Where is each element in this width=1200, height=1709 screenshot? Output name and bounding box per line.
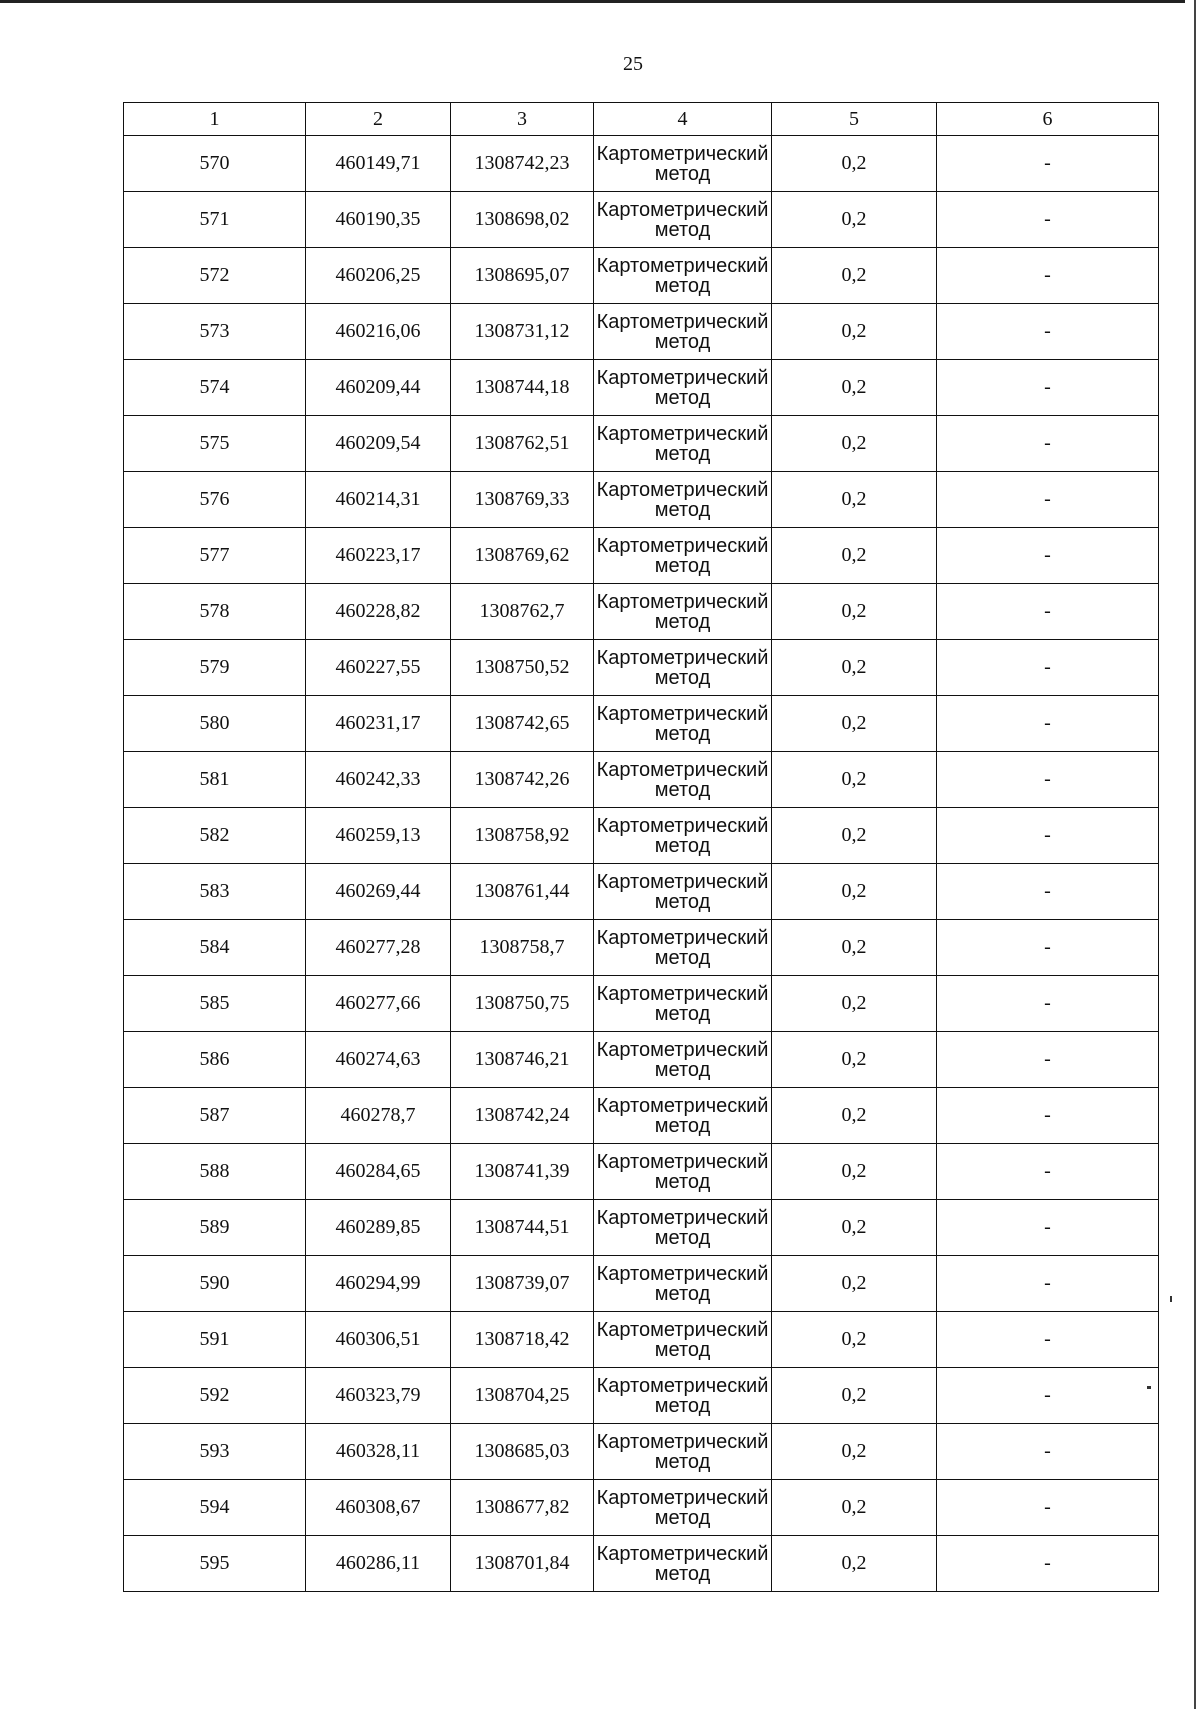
method-line-2: метод	[654, 274, 711, 297]
table-row	[124, 864, 1159, 920]
accuracy-cell: 0,2	[772, 248, 937, 304]
point-number-cell: 572	[124, 248, 306, 304]
y-coordinate-cell: 1308742,65	[451, 696, 594, 752]
y-coordinate-cell: 1308739,07	[451, 1256, 594, 1312]
y-coordinate-cell: 1308744,18	[451, 360, 594, 416]
method-line-1: Картометрический	[596, 1430, 769, 1453]
point-number-cell: 595	[124, 1536, 306, 1592]
coordinates-table	[123, 102, 1159, 1592]
x-coordinate-cell: 460259,13	[306, 808, 451, 864]
column-header: 3	[451, 103, 594, 136]
method-line-1: Картометрический	[596, 478, 769, 501]
y-coordinate-cell: 1308695,07	[451, 248, 594, 304]
method-line-2: метод	[654, 1394, 711, 1417]
x-coordinate-cell: 460286,11	[306, 1536, 451, 1592]
method-cell	[594, 304, 772, 360]
table-row	[124, 1368, 1159, 1424]
method-cell	[594, 1536, 772, 1592]
y-coordinate-cell: 1308718,42	[451, 1312, 594, 1368]
description-cell: -	[937, 1032, 1159, 1088]
table-row	[124, 752, 1159, 808]
y-coordinate-cell: 1308698,02	[451, 192, 594, 248]
table-row	[124, 640, 1159, 696]
description-cell: -	[937, 1144, 1159, 1200]
method-line-1: Картометрический	[596, 1038, 769, 1061]
description-cell: -	[937, 192, 1159, 248]
accuracy-cell: 0,2	[772, 808, 937, 864]
method-cell	[594, 1368, 772, 1424]
accuracy-cell: 0,2	[772, 752, 937, 808]
method-line-2: метод	[654, 386, 711, 409]
accuracy-cell: 0,2	[772, 976, 937, 1032]
x-coordinate-cell: 460308,67	[306, 1480, 451, 1536]
scan-speck	[1170, 1296, 1172, 1302]
description-cell: -	[937, 1088, 1159, 1144]
table-row	[124, 584, 1159, 640]
method-cell	[594, 1032, 772, 1088]
y-coordinate-cell: 1308744,51	[451, 1200, 594, 1256]
x-coordinate-cell: 460323,79	[306, 1368, 451, 1424]
y-coordinate-cell: 1308762,51	[451, 416, 594, 472]
x-coordinate-cell: 460149,71	[306, 136, 451, 192]
description-cell: -	[937, 976, 1159, 1032]
table-row	[124, 808, 1159, 864]
method-cell	[594, 1312, 772, 1368]
y-coordinate-cell: 1308750,52	[451, 640, 594, 696]
scan-speck	[1147, 1386, 1151, 1389]
x-coordinate-cell: 460214,31	[306, 472, 451, 528]
method-line-2: метод	[654, 1170, 711, 1193]
method-line-1: Картометрический	[596, 814, 769, 837]
accuracy-cell: 0,2	[772, 1312, 937, 1368]
scan-top-border	[0, 0, 1185, 3]
table-row	[124, 1088, 1159, 1144]
method-cell	[594, 920, 772, 976]
table-row	[124, 304, 1159, 360]
method-line-2: метод	[654, 722, 711, 745]
table-row	[124, 136, 1159, 192]
page-number: 25	[623, 53, 643, 75]
accuracy-cell: 0,2	[772, 360, 937, 416]
point-number-cell: 578	[124, 584, 306, 640]
point-number-cell: 593	[124, 1424, 306, 1480]
method-cell	[594, 640, 772, 696]
accuracy-cell: 0,2	[772, 1200, 937, 1256]
accuracy-cell: 0,2	[772, 192, 937, 248]
y-coordinate-cell: 1308761,44	[451, 864, 594, 920]
y-coordinate-cell: 1308677,82	[451, 1480, 594, 1536]
x-coordinate-cell: 460242,33	[306, 752, 451, 808]
method-cell	[594, 696, 772, 752]
method-line-2: метод	[654, 1562, 711, 1585]
accuracy-cell: 0,2	[772, 864, 937, 920]
point-number-cell: 586	[124, 1032, 306, 1088]
point-number-cell: 591	[124, 1312, 306, 1368]
method-line-1: Картометрический	[596, 534, 769, 557]
y-coordinate-cell: 1308742,24	[451, 1088, 594, 1144]
x-coordinate-cell: 460274,63	[306, 1032, 451, 1088]
accuracy-cell: 0,2	[772, 1088, 937, 1144]
table-row	[124, 528, 1159, 584]
method-line-2: метод	[654, 1114, 711, 1137]
method-line-2: метод	[654, 1226, 711, 1249]
method-line-2: метод	[654, 834, 711, 857]
accuracy-cell: 0,2	[772, 920, 937, 976]
description-cell: -	[937, 808, 1159, 864]
method-line-1: Картометрический	[596, 590, 769, 613]
method-line-2: метод	[654, 554, 711, 577]
point-number-cell: 580	[124, 696, 306, 752]
point-number-cell: 590	[124, 1256, 306, 1312]
description-cell: -	[937, 752, 1159, 808]
description-cell: -	[937, 1368, 1159, 1424]
x-coordinate-cell: 460223,17	[306, 528, 451, 584]
accuracy-cell: 0,2	[772, 1536, 937, 1592]
accuracy-cell: 0,2	[772, 416, 937, 472]
table-row	[124, 248, 1159, 304]
table-row	[124, 192, 1159, 248]
accuracy-cell: 0,2	[772, 472, 937, 528]
point-number-cell: 577	[124, 528, 306, 584]
accuracy-cell: 0,2	[772, 1480, 937, 1536]
y-coordinate-cell: 1308742,26	[451, 752, 594, 808]
table-row	[124, 416, 1159, 472]
method-cell	[594, 248, 772, 304]
description-cell: -	[937, 248, 1159, 304]
column-header: 2	[306, 103, 451, 136]
method-line-1: Картометрический	[596, 758, 769, 781]
column-header: 1	[124, 103, 306, 136]
description-cell: -	[937, 416, 1159, 472]
table-row	[124, 1312, 1159, 1368]
x-coordinate-cell: 460277,28	[306, 920, 451, 976]
x-coordinate-cell: 460284,65	[306, 1144, 451, 1200]
method-cell	[594, 528, 772, 584]
description-cell: -	[937, 864, 1159, 920]
y-coordinate-cell: 1308742,23	[451, 136, 594, 192]
description-cell: -	[937, 304, 1159, 360]
method-line-1: Картометрический	[596, 1094, 769, 1117]
accuracy-cell: 0,2	[772, 1256, 937, 1312]
method-cell	[594, 1480, 772, 1536]
x-coordinate-cell: 460231,17	[306, 696, 451, 752]
y-coordinate-cell: 1308758,7	[451, 920, 594, 976]
description-cell: -	[937, 1312, 1159, 1368]
table-row	[124, 696, 1159, 752]
method-cell	[594, 472, 772, 528]
method-line-2: метод	[654, 1058, 711, 1081]
description-cell: -	[937, 1536, 1159, 1592]
y-coordinate-cell: 1308769,62	[451, 528, 594, 584]
accuracy-cell: 0,2	[772, 1424, 937, 1480]
point-number-cell: 589	[124, 1200, 306, 1256]
description-cell: -	[937, 920, 1159, 976]
table-row	[124, 920, 1159, 976]
method-cell	[594, 1144, 772, 1200]
table-row	[124, 976, 1159, 1032]
point-number-cell: 584	[124, 920, 306, 976]
point-number-cell: 579	[124, 640, 306, 696]
accuracy-cell: 0,2	[772, 136, 937, 192]
method-cell	[594, 752, 772, 808]
method-line-2: метод	[654, 1282, 711, 1305]
method-line-2: метод	[654, 610, 711, 633]
x-coordinate-cell: 460206,25	[306, 248, 451, 304]
method-line-2: метод	[654, 778, 711, 801]
method-line-2: метод	[654, 1506, 711, 1529]
method-line-1: Картометрический	[596, 254, 769, 277]
description-cell: -	[937, 1480, 1159, 1536]
x-coordinate-cell: 460306,51	[306, 1312, 451, 1368]
point-number-cell: 581	[124, 752, 306, 808]
method-cell	[594, 976, 772, 1032]
y-coordinate-cell: 1308750,75	[451, 976, 594, 1032]
y-coordinate-cell: 1308762,7	[451, 584, 594, 640]
method-line-2: метод	[654, 498, 711, 521]
x-coordinate-cell: 460277,66	[306, 976, 451, 1032]
accuracy-cell: 0,2	[772, 1144, 937, 1200]
method-line-1: Картометрический	[596, 646, 769, 669]
method-line-1: Картометрический	[596, 310, 769, 333]
x-coordinate-cell: 460228,82	[306, 584, 451, 640]
description-cell: -	[937, 1200, 1159, 1256]
description-cell: -	[937, 1424, 1159, 1480]
point-number-cell: 576	[124, 472, 306, 528]
method-line-2: метод	[654, 890, 711, 913]
table-body	[124, 136, 1159, 1592]
accuracy-cell: 0,2	[772, 584, 937, 640]
y-coordinate-cell: 1308704,25	[451, 1368, 594, 1424]
point-number-cell: 585	[124, 976, 306, 1032]
method-line-2: метод	[654, 1002, 711, 1025]
header-row	[124, 103, 1159, 136]
method-line-2: метод	[654, 442, 711, 465]
method-cell	[594, 1256, 772, 1312]
method-cell	[594, 1088, 772, 1144]
method-line-1: Картометрический	[596, 870, 769, 893]
point-number-cell: 582	[124, 808, 306, 864]
description-cell: -	[937, 360, 1159, 416]
accuracy-cell: 0,2	[772, 696, 937, 752]
method-line-1: Картометрический	[596, 422, 769, 445]
method-line-1: Картометрический	[596, 982, 769, 1005]
point-number-cell: 583	[124, 864, 306, 920]
x-coordinate-cell: 460209,44	[306, 360, 451, 416]
table-row	[124, 1256, 1159, 1312]
x-coordinate-cell: 460269,44	[306, 864, 451, 920]
method-cell	[594, 584, 772, 640]
description-cell: -	[937, 472, 1159, 528]
method-line-1: Картометрический	[596, 1262, 769, 1285]
method-cell	[594, 1200, 772, 1256]
x-coordinate-cell: 460190,35	[306, 192, 451, 248]
accuracy-cell: 0,2	[772, 1368, 937, 1424]
accuracy-cell: 0,2	[772, 528, 937, 584]
column-header: 6	[937, 103, 1159, 136]
table-row	[124, 1424, 1159, 1480]
table-row	[124, 1200, 1159, 1256]
description-cell: -	[937, 696, 1159, 752]
scan-right-border	[1194, 0, 1196, 1709]
y-coordinate-cell: 1308685,03	[451, 1424, 594, 1480]
table-row	[124, 1032, 1159, 1088]
table-row	[124, 1536, 1159, 1592]
description-cell: -	[937, 1256, 1159, 1312]
y-coordinate-cell: 1308769,33	[451, 472, 594, 528]
accuracy-cell: 0,2	[772, 304, 937, 360]
table-row	[124, 1480, 1159, 1536]
method-line-1: Картометрический	[596, 142, 769, 165]
method-line-1: Картометрический	[596, 1542, 769, 1565]
accuracy-cell: 0,2	[772, 1032, 937, 1088]
method-line-2: метод	[654, 218, 711, 241]
method-line-2: метод	[654, 1450, 711, 1473]
method-line-1: Картометрический	[596, 1374, 769, 1397]
method-line-2: метод	[654, 330, 711, 353]
x-coordinate-cell: 460227,55	[306, 640, 451, 696]
table-row	[124, 1144, 1159, 1200]
point-number-cell: 573	[124, 304, 306, 360]
point-number-cell: 575	[124, 416, 306, 472]
method-cell	[594, 1424, 772, 1480]
x-coordinate-cell: 460216,06	[306, 304, 451, 360]
method-cell	[594, 136, 772, 192]
method-line-1: Картометрический	[596, 1318, 769, 1341]
method-line-1: Картометрический	[596, 926, 769, 949]
y-coordinate-cell: 1308758,92	[451, 808, 594, 864]
x-coordinate-cell: 460209,54	[306, 416, 451, 472]
method-line-2: метод	[654, 162, 711, 185]
method-line-1: Картометрический	[596, 1150, 769, 1173]
point-number-cell: 570	[124, 136, 306, 192]
method-line-1: Картометрический	[596, 702, 769, 725]
table-row	[124, 360, 1159, 416]
method-cell	[594, 360, 772, 416]
x-coordinate-cell: 460294,99	[306, 1256, 451, 1312]
description-cell: -	[937, 584, 1159, 640]
method-line-2: метод	[654, 666, 711, 689]
point-number-cell: 594	[124, 1480, 306, 1536]
method-cell	[594, 416, 772, 472]
method-line-1: Картометрический	[596, 198, 769, 221]
point-number-cell: 592	[124, 1368, 306, 1424]
point-number-cell: 574	[124, 360, 306, 416]
column-header: 5	[772, 103, 937, 136]
method-cell	[594, 808, 772, 864]
x-coordinate-cell: 460278,7	[306, 1088, 451, 1144]
method-line-1: Картометрический	[596, 1486, 769, 1509]
description-cell: -	[937, 528, 1159, 584]
description-cell: -	[937, 136, 1159, 192]
column-header: 4	[594, 103, 772, 136]
point-number-cell: 588	[124, 1144, 306, 1200]
method-line-2: метод	[654, 946, 711, 969]
y-coordinate-cell: 1308701,84	[451, 1536, 594, 1592]
method-cell	[594, 192, 772, 248]
method-cell	[594, 864, 772, 920]
method-line-1: Картометрический	[596, 1206, 769, 1229]
point-number-cell: 587	[124, 1088, 306, 1144]
y-coordinate-cell: 1308741,39	[451, 1144, 594, 1200]
y-coordinate-cell: 1308746,21	[451, 1032, 594, 1088]
point-number-cell: 571	[124, 192, 306, 248]
x-coordinate-cell: 460328,11	[306, 1424, 451, 1480]
method-line-2: метод	[654, 1338, 711, 1361]
x-coordinate-cell: 460289,85	[306, 1200, 451, 1256]
accuracy-cell: 0,2	[772, 640, 937, 696]
description-cell: -	[937, 640, 1159, 696]
method-line-1: Картометрический	[596, 366, 769, 389]
table-row	[124, 472, 1159, 528]
y-coordinate-cell: 1308731,12	[451, 304, 594, 360]
